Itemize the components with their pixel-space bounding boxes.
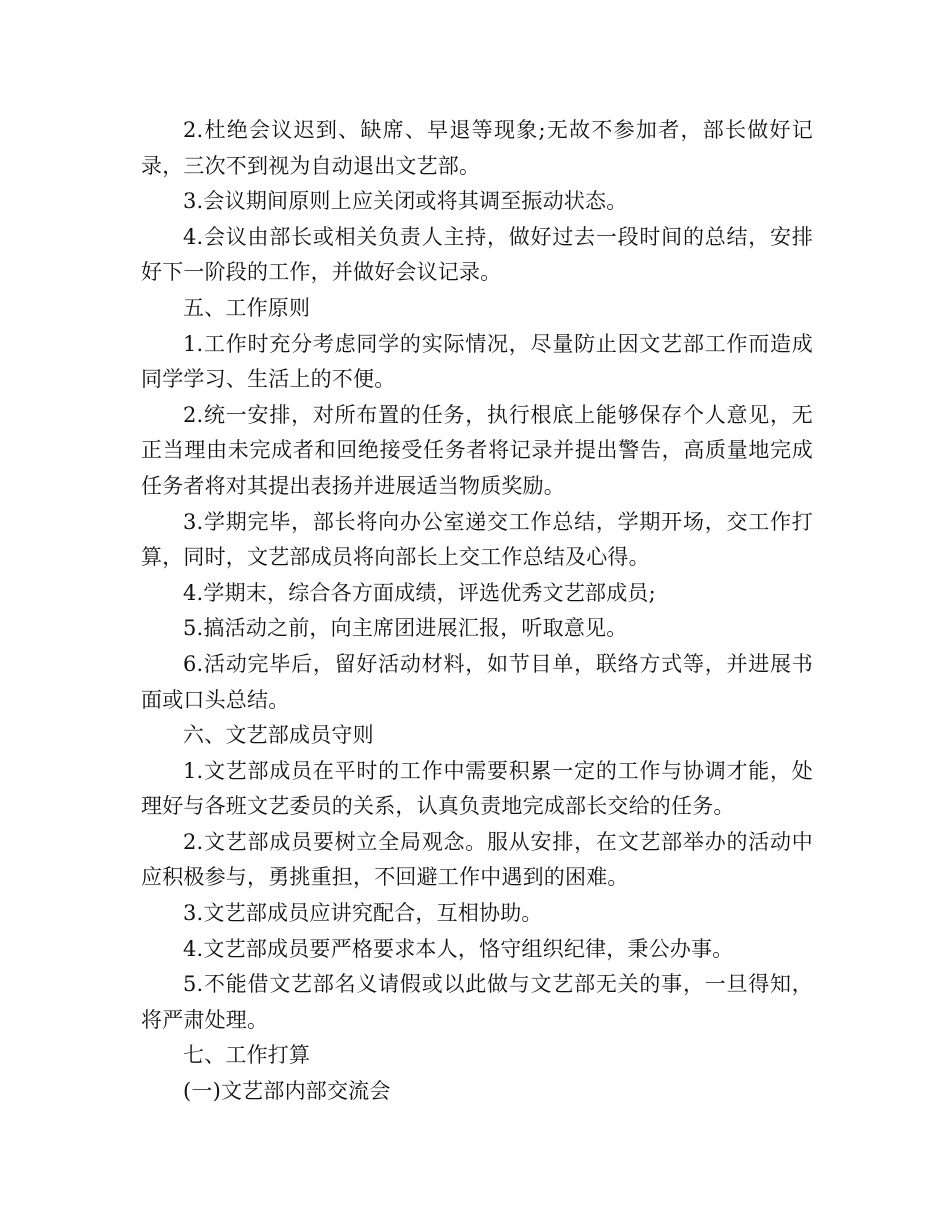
- paragraph-principle-1: 1.工作时充分考虑同学的实际情况，尽量防止因文艺部工作而造成同学学习、生活上的不便。: [141, 331, 813, 392]
- paragraph-principle-2: 2.统一安排，对所布置的任务，执行根底上能够保存个人意见，无正当理由未完成者和回绝接受任务者将记录并提出警告，高质量地完成任务者将对其提出表扬并进展适当物质奖励。: [141, 402, 813, 498]
- paragraph-rule-5: 5.不能借文艺部名义请假或以此做与文艺部无关的事，一旦得知，将严肃处理。: [141, 972, 813, 1032]
- section-heading-work-plan: 七、工作打算: [183, 1043, 311, 1068]
- paragraph-rule-1: 1.文艺部成员在平时的工作中需要积累一定的工作与协调才能，处理好与各班文艺委员的关系，认真负责地完成部长交给的任务。: [141, 758, 813, 819]
- section-heading-work-principles: 五、工作原则: [183, 295, 311, 320]
- paragraph-principle-5: 5.搞活动之前，向主席团进展汇报，听取意见。: [183, 616, 628, 641]
- paragraph-meeting-phones: 3.会议期间原则上应关闭或将其调至振动状态。: [183, 189, 628, 214]
- subsection-heading-internal-meeting: (一)文艺部内部交流会: [183, 1079, 391, 1104]
- paragraph-rule-3: 3.文艺部成员应讲究配合，互相协助。: [183, 901, 543, 926]
- document-body: [141, 113, 813, 1110]
- paragraph-principle-4: 4.学期末，综合各方面成绩，评选优秀文艺部成员;: [183, 580, 656, 605]
- paragraph-meeting-host: 4.会议由部长或相关负责人主持，做好过去一段时间的总结，安排好下一阶段的工作，并做好会议记录。: [141, 224, 813, 285]
- paragraph-rule-2: 2.文艺部成员要树立全局观念。服从安排，在文艺部举办的活动中应积极参与，勇挑重担，不回避工作中遇到的困难。: [141, 829, 813, 890]
- paragraph-principle-3: 3.学期完毕，部长将向办公室递交工作总结，学期开场，交工作打算，同时，文艺部成员将向部长上交工作总结及心得。: [141, 509, 813, 570]
- section-heading-member-rules: 六、文艺部成员守则: [183, 723, 374, 748]
- paragraph-rule-4: 4.文艺部成员要严格要求本人，恪守组织纪律，秉公办事。: [183, 936, 734, 961]
- paragraph-principle-6: 6.活动完毕后，留好活动材料，如节目单，联络方式等，并进展书面或口头总结。: [141, 651, 813, 712]
- paragraph-meeting-attendance: 2.杜绝会议迟到、缺席、早退等现象;无故不参加者，部长做好记录，三次不到视为自动退出文艺部。: [141, 118, 813, 178]
